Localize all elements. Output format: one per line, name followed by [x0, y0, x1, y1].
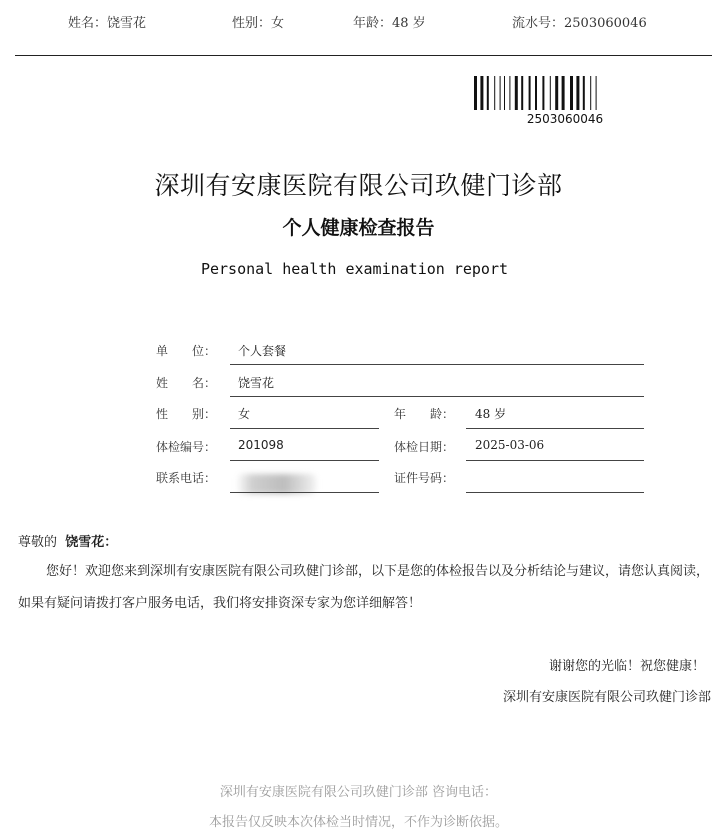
- age-underline: [466, 428, 644, 429]
- gender-label: 性 别：: [156, 407, 217, 421]
- exam-number-underline: [230, 460, 379, 461]
- exam-date-underline: [466, 460, 644, 461]
- exam-number-label: 体检编号：: [156, 440, 217, 454]
- unit-value: 个人套餐: [238, 344, 287, 358]
- welcome-paragraph: 您好！欢迎您来到深圳有安康医院有限公司玖健门诊部，以下是您的体检报告以及分析结论与建议，请您认真阅读，如果有疑问请拨打客户服务电话，我们将安排资深专家为您详细解答！: [18, 564, 710, 611]
- unit-label: 单 位：: [156, 344, 217, 358]
- exam-number-value: 201098: [238, 438, 284, 452]
- exam-date-label: 体检日期：: [394, 440, 455, 454]
- id-number-underline: [466, 492, 644, 493]
- closing-thanks: 谢谢您的光临！祝您健康！: [548, 659, 705, 674]
- barcode-number: 2503060046: [526, 112, 604, 126]
- header-gender: 性别：女: [232, 16, 285, 31]
- age-value: 48 岁: [475, 407, 507, 421]
- unit-underline: [230, 364, 644, 365]
- id-number-label: 证件号码：: [394, 471, 455, 485]
- header-serial: 流水号：2503060046: [512, 16, 647, 31]
- salutation: 尊敬的: [18, 535, 58, 550]
- exam-date-value: 2025-03-06: [475, 438, 545, 452]
- name-label: 姓 名：: [156, 376, 217, 390]
- footer-disclaimer: 本报告仅反映本次体检当时情况，不作为诊断依据。: [208, 815, 508, 830]
- header-divider: [15, 55, 712, 56]
- gender-value: 女: [238, 407, 251, 421]
- gender-underline: [230, 428, 379, 429]
- phone-value-redacted: [236, 474, 316, 494]
- name-underline: [230, 396, 644, 397]
- header-age: 年龄：48 岁: [353, 16, 426, 31]
- barcode: [474, 76, 656, 110]
- hospital-name: 深圳有安康医院有限公司玖健门诊部: [154, 171, 563, 200]
- phone-label: 联系电话：: [156, 471, 217, 485]
- report-title: 个人健康检查报告: [282, 217, 435, 239]
- footer-contact: 深圳有安康医院有限公司玖健门诊部 咨询电话：: [219, 785, 498, 800]
- age-label: 年 龄：: [394, 407, 455, 421]
- header-name: 姓名：饶雪花: [68, 16, 147, 31]
- name-value: 饶雪花: [238, 376, 275, 390]
- report-title-english: Personal health examination report: [200, 260, 509, 278]
- patient-header: [0, 12, 717, 32]
- closing-signature: 深圳有安康医院有限公司玖健门诊部: [502, 690, 711, 705]
- greeting: [18, 531, 117, 550]
- recipient-name: 饶雪花：: [65, 535, 118, 550]
- phone-underline: [230, 492, 379, 493]
